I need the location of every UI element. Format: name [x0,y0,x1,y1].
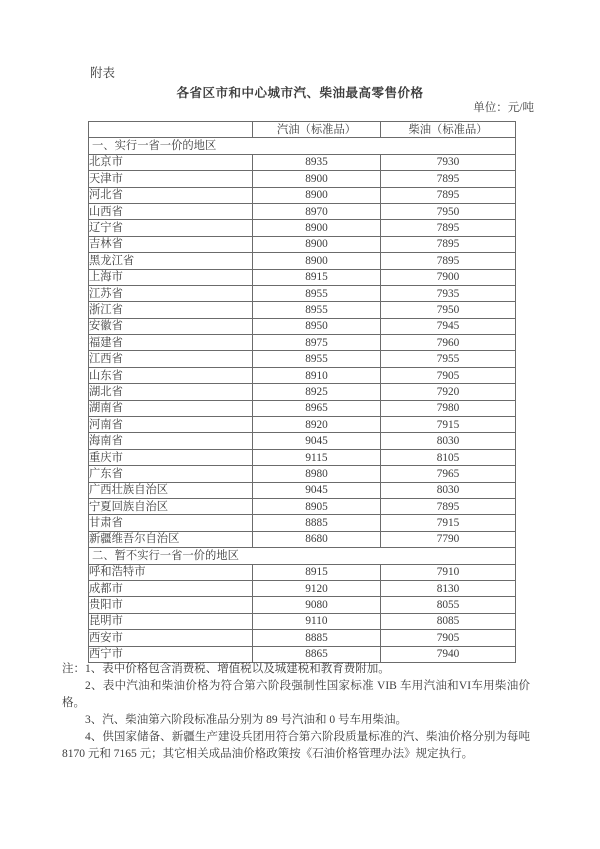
diesel-price-cell: 8030 [381,433,516,449]
region-cell: 呼和浩特市 [89,564,253,580]
gasoline-price-cell: 8900 [253,220,381,236]
gasoline-price-cell: 8900 [253,236,381,252]
table-row [89,400,516,416]
region-cell: 湖南省 [89,400,253,416]
table-row [89,449,516,465]
region-cell: 河北省 [89,187,253,203]
diesel-price-cell: 7895 [381,171,516,187]
gasoline-price-cell: 8885 [253,515,381,531]
gasoline-price-cell: 8920 [253,417,381,433]
header-gasoline-cell: 汽油（标准品） [253,122,381,138]
header-diesel-cell: 柴油（标准品） [381,122,516,138]
diesel-price-cell: 8130 [381,580,516,596]
table-row [89,630,516,646]
region-cell: 海南省 [89,433,253,449]
note-line-2: 2、表中汽油和柴油价格为符合第六阶段强制性国家标准 VIB 车用汽油和VI车用柴油价格。 [62,680,530,709]
table-row [89,597,516,613]
table-row [89,335,516,351]
table-row [89,515,516,531]
diesel-price-cell: 8055 [381,597,516,613]
diesel-price-cell: 7945 [381,318,516,334]
gasoline-price-cell: 8905 [253,498,381,514]
region-cell: 西安市 [89,630,253,646]
table-row [89,613,516,629]
region-cell: 江苏省 [89,285,253,301]
diesel-price-cell: 7895 [381,498,516,514]
gasoline-price-cell: 8965 [253,400,381,416]
gasoline-price-cell: 8970 [253,203,381,219]
gasoline-price-cell: 8900 [253,171,381,187]
table-row [89,646,516,662]
gasoline-price-cell: 8680 [253,531,381,547]
notes-block [62,661,530,763]
table-row [89,253,516,269]
diesel-price-cell: 8105 [381,449,516,465]
region-cell: 浙江省 [89,302,253,318]
table-row [89,154,516,170]
gasoline-price-cell: 8900 [253,253,381,269]
region-cell: 广西壮族自治区 [89,482,253,498]
note-line-3: 3、汽、柴油第六阶段标准品分别为 89 号汽油和 0 号车用柴油。 [85,714,407,726]
diesel-price-cell: 7955 [381,351,516,367]
diesel-price-cell: 7950 [381,203,516,219]
gasoline-price-cell: 8900 [253,187,381,203]
gasoline-price-cell: 8950 [253,318,381,334]
section-header-row [89,548,516,564]
table-row [89,417,516,433]
region-cell: 成都市 [89,580,253,596]
gasoline-price-cell: 8955 [253,285,381,301]
gasoline-price-cell: 9110 [253,613,381,629]
table-row [89,220,516,236]
gasoline-price-cell: 8865 [253,646,381,662]
gasoline-price-cell: 8885 [253,630,381,646]
gasoline-price-cell: 9045 [253,433,381,449]
table-row [89,580,516,596]
table-row [89,367,516,383]
table-row [89,384,516,400]
diesel-price-cell: 7905 [381,630,516,646]
gasoline-price-cell: 9080 [253,597,381,613]
table-row [89,482,516,498]
diesel-price-cell: 7930 [381,154,516,170]
section-header-row [89,138,516,154]
gasoline-price-cell: 9115 [253,449,381,465]
region-cell: 湖北省 [89,384,253,400]
table-row [89,236,516,252]
region-cell: 黑龙江省 [89,253,253,269]
diesel-price-cell: 7895 [381,253,516,269]
diesel-price-cell: 7960 [381,335,516,351]
table-row [89,564,516,580]
diesel-price-cell: 7790 [381,531,516,547]
appendix-label: 附表 [90,66,116,80]
gasoline-price-cell: 8925 [253,384,381,400]
table-row [89,466,516,482]
table-row [89,302,516,318]
table-row [89,269,516,285]
region-cell: 河南省 [89,417,253,433]
gasoline-price-cell: 8980 [253,466,381,482]
table-header-row [89,122,516,138]
table-row [89,285,516,301]
region-cell: 山东省 [89,367,253,383]
diesel-price-cell: 7935 [381,285,516,301]
diesel-price-cell: 7950 [381,302,516,318]
diesel-price-cell: 7900 [381,269,516,285]
diesel-price-cell: 7980 [381,400,516,416]
table-row [89,433,516,449]
region-cell: 昆明市 [89,613,253,629]
unit-label: 单位：元/吨 [473,102,534,114]
gasoline-price-cell: 8935 [253,154,381,170]
region-cell: 新疆维吾尔自治区 [89,531,253,547]
diesel-price-cell: 7920 [381,384,516,400]
region-cell: 宁夏回族自治区 [89,498,253,514]
diesel-price-cell: 7965 [381,466,516,482]
region-cell: 辽宁省 [89,220,253,236]
diesel-price-cell: 7940 [381,646,516,662]
diesel-price-cell: 7915 [381,515,516,531]
gasoline-price-cell: 9045 [253,482,381,498]
table-row [89,203,516,219]
header-region-cell [89,122,253,138]
section-header-cell: 二、暂不实行一省一价的地区 [89,548,516,564]
region-cell: 吉林省 [89,236,253,252]
table-row [89,187,516,203]
region-cell: 天津市 [89,171,253,187]
diesel-price-cell: 7895 [381,236,516,252]
table-row [89,531,516,547]
diesel-price-cell: 8085 [381,613,516,629]
price-table [88,121,516,663]
table-row [89,498,516,514]
region-cell: 山西省 [89,203,253,219]
page-title: 各省区市和中心城市汽、柴油最高零售价格 [176,86,424,100]
region-cell: 贵阳市 [89,597,253,613]
region-cell: 西宁市 [89,646,253,662]
region-cell: 安徽省 [89,318,253,334]
region-cell: 福建省 [89,335,253,351]
region-cell: 甘肃省 [89,515,253,531]
gasoline-price-cell: 8915 [253,564,381,580]
gasoline-price-cell: 8975 [253,335,381,351]
section-header-cell: 一、实行一省一价的地区 [89,138,516,154]
region-cell: 北京市 [89,154,253,170]
table-row [89,351,516,367]
note-line-4: 4、供国家储备、新疆生产建设兵团用符合第六阶段质量标准的汽、柴油价格分别为每吨 8170 元和 7165 元；其它相关成品油价格政策按《石油价格管理办法》规定执行。 [62,731,530,760]
region-cell: 江西省 [89,351,253,367]
diesel-price-cell: 7905 [381,367,516,383]
gasoline-price-cell: 8910 [253,367,381,383]
region-cell: 广东省 [89,466,253,482]
diesel-price-cell: 7910 [381,564,516,580]
gasoline-price-cell: 9120 [253,580,381,596]
table-row [89,171,516,187]
region-cell: 重庆市 [89,449,253,465]
gasoline-price-cell: 8915 [253,269,381,285]
table-row [89,318,516,334]
diesel-price-cell: 7915 [381,417,516,433]
gasoline-price-cell: 8955 [253,302,381,318]
diesel-price-cell: 8030 [381,482,516,498]
diesel-price-cell: 7895 [381,220,516,236]
region-cell: 上海市 [89,269,253,285]
diesel-price-cell: 7895 [381,187,516,203]
gasoline-price-cell: 8955 [253,351,381,367]
note-line-1: 注：1、表中价格包含消费税、增值税以及城建税和教育费附加。 [62,663,390,675]
